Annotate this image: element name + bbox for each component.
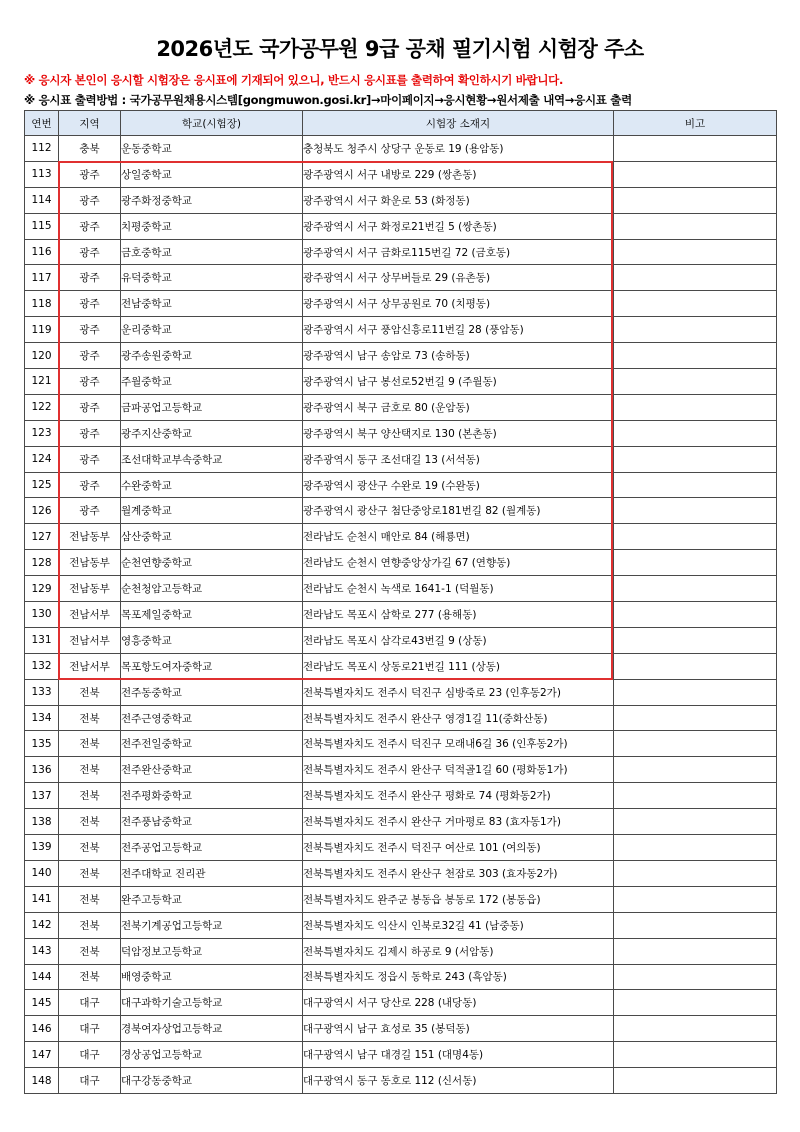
cell-school: 광주송원중학교 bbox=[121, 343, 303, 369]
cell-remarks bbox=[614, 1016, 777, 1042]
table-row bbox=[25, 990, 777, 1016]
cell-remarks bbox=[614, 783, 777, 809]
cell-no: 137 bbox=[25, 783, 59, 809]
cell-region: 광주 bbox=[59, 187, 121, 213]
table-row bbox=[25, 964, 777, 990]
cell-region: 전북 bbox=[59, 964, 121, 990]
cell-school: 배영중학교 bbox=[121, 964, 303, 990]
cell-no: 136 bbox=[25, 757, 59, 783]
cell-remarks bbox=[614, 576, 777, 602]
exam-site-table bbox=[24, 110, 777, 1094]
table-row bbox=[25, 420, 777, 446]
cell-school: 금파공업고등학교 bbox=[121, 394, 303, 420]
cell-school: 조선대학교부속중학교 bbox=[121, 446, 303, 472]
notice-print-method: ※ 응시표 출력방법 : 국가공무원채용시스템[gongmuwon.gosi.kr]→마이페이지→응시현황→원서제출 내역→응시표 출력 bbox=[24, 93, 632, 107]
cell-region: 대구 bbox=[59, 1016, 121, 1042]
table-row bbox=[25, 627, 777, 653]
table-row bbox=[25, 369, 777, 395]
cell-no: 113 bbox=[25, 161, 59, 187]
cell-region: 광주 bbox=[59, 420, 121, 446]
cell-no: 119 bbox=[25, 317, 59, 343]
cell-no: 148 bbox=[25, 1068, 59, 1094]
table-row bbox=[25, 705, 777, 731]
cell-address: 전북특별자치도 전주시 완산구 영경1길 11(중화산동) bbox=[303, 705, 614, 731]
cell-school: 전주평화중학교 bbox=[121, 783, 303, 809]
cell-school: 상일중학교 bbox=[121, 161, 303, 187]
table-row bbox=[25, 317, 777, 343]
cell-school: 경북여자상업고등학교 bbox=[121, 1016, 303, 1042]
table-row bbox=[25, 291, 777, 317]
cell-address: 광주광역시 남구 송암로 73 (송하동) bbox=[303, 343, 614, 369]
cell-address: 광주광역시 서구 화정로21번길 5 (쌍촌동) bbox=[303, 213, 614, 239]
table-row bbox=[25, 161, 777, 187]
cell-school: 전북기계공업고등학교 bbox=[121, 912, 303, 938]
cell-address: 전라남도 목포시 삼각로43번길 9 (상동) bbox=[303, 627, 614, 653]
cell-school: 광주화정중학교 bbox=[121, 187, 303, 213]
cell-no: 115 bbox=[25, 213, 59, 239]
cell-region: 광주 bbox=[59, 498, 121, 524]
cell-remarks bbox=[614, 627, 777, 653]
cell-region: 대구 bbox=[59, 990, 121, 1016]
table-row bbox=[25, 835, 777, 861]
cell-school: 운동중학교 bbox=[121, 136, 303, 162]
cell-school: 대구과학기술고등학교 bbox=[121, 990, 303, 1016]
cell-region: 전북 bbox=[59, 731, 121, 757]
cell-address: 전북특별자치도 정읍시 동학로 243 (흑암동) bbox=[303, 964, 614, 990]
cell-address: 광주광역시 서구 금화로115번길 72 (금호동) bbox=[303, 239, 614, 265]
cell-address: 대구광역시 남구 대경길 151 (대명4동) bbox=[303, 1042, 614, 1068]
cell-no: 117 bbox=[25, 265, 59, 291]
cell-no: 145 bbox=[25, 990, 59, 1016]
table-row bbox=[25, 938, 777, 964]
cell-region: 전남서부 bbox=[59, 627, 121, 653]
table-row bbox=[25, 679, 777, 705]
notice-red: ※ 응시자 본인이 응시할 시험장은 응시표에 기재되어 있으니, 반드시 응시표를 출력하여 확인하시기 바랍니다. bbox=[24, 73, 564, 87]
cell-no: 130 bbox=[25, 602, 59, 628]
cell-remarks bbox=[614, 938, 777, 964]
cell-school: 전주공업고등학교 bbox=[121, 835, 303, 861]
cell-region: 전남동부 bbox=[59, 524, 121, 550]
table-row bbox=[25, 446, 777, 472]
table-row bbox=[25, 576, 777, 602]
cell-address: 광주광역시 광산구 수완로 19 (수완동) bbox=[303, 472, 614, 498]
cell-address: 전라남도 순천시 연향중앙상가길 67 (연향동) bbox=[303, 550, 614, 576]
cell-no: 139 bbox=[25, 835, 59, 861]
cell-remarks bbox=[614, 731, 777, 757]
cell-remarks bbox=[614, 835, 777, 861]
cell-remarks bbox=[614, 679, 777, 705]
cell-remarks bbox=[614, 136, 777, 162]
cell-school: 덕암정보고등학교 bbox=[121, 938, 303, 964]
cell-remarks bbox=[614, 420, 777, 446]
cell-region: 광주 bbox=[59, 265, 121, 291]
table-row bbox=[25, 757, 777, 783]
cell-address: 전북특별자치도 전주시 덕진구 모래내6길 36 (인후동2가) bbox=[303, 731, 614, 757]
table-row bbox=[25, 213, 777, 239]
cell-remarks bbox=[614, 265, 777, 291]
cell-region: 광주 bbox=[59, 213, 121, 239]
table-body bbox=[25, 136, 777, 1094]
cell-region: 대구 bbox=[59, 1042, 121, 1068]
table-row bbox=[25, 498, 777, 524]
cell-address: 전북특별자치도 전주시 완산구 거마평로 83 (효자동1가) bbox=[303, 809, 614, 835]
cell-remarks bbox=[614, 1042, 777, 1068]
table-row bbox=[25, 550, 777, 576]
cell-address: 광주광역시 광산구 첨단중앙로181번길 82 (월계동) bbox=[303, 498, 614, 524]
cell-school: 주월중학교 bbox=[121, 369, 303, 395]
cell-region: 광주 bbox=[59, 446, 121, 472]
cell-no: 141 bbox=[25, 886, 59, 912]
column-header-address: 시험장 소재지 bbox=[303, 111, 614, 136]
cell-region: 광주 bbox=[59, 161, 121, 187]
cell-no: 123 bbox=[25, 420, 59, 446]
cell-address: 전북특별자치도 전주시 완산구 덕적골1길 60 (평화동1가) bbox=[303, 757, 614, 783]
cell-school: 치평중학교 bbox=[121, 213, 303, 239]
cell-region: 전북 bbox=[59, 679, 121, 705]
cell-remarks bbox=[614, 705, 777, 731]
cell-region: 전북 bbox=[59, 705, 121, 731]
cell-no: 126 bbox=[25, 498, 59, 524]
cell-school: 전주동중학교 bbox=[121, 679, 303, 705]
cell-no: 122 bbox=[25, 394, 59, 420]
cell-remarks bbox=[614, 524, 777, 550]
cell-school: 경상공업고등학교 bbox=[121, 1042, 303, 1068]
cell-address: 대구광역시 동구 동호로 112 (신서동) bbox=[303, 1068, 614, 1094]
column-header-school: 학교(시험장) bbox=[121, 111, 303, 136]
cell-address: 충청북도 청주시 상당구 운동로 19 (용암동) bbox=[303, 136, 614, 162]
cell-no: 143 bbox=[25, 938, 59, 964]
cell-region: 광주 bbox=[59, 317, 121, 343]
column-header-region: 지역 bbox=[59, 111, 121, 136]
cell-school: 유덕중학교 bbox=[121, 265, 303, 291]
table-row bbox=[25, 731, 777, 757]
cell-school: 대구강동중학교 bbox=[121, 1068, 303, 1094]
cell-region: 전북 bbox=[59, 757, 121, 783]
cell-no: 131 bbox=[25, 627, 59, 653]
cell-address: 광주광역시 서구 상무버들로 29 (유촌동) bbox=[303, 265, 614, 291]
table-row bbox=[25, 1068, 777, 1094]
column-header-remarks: 비고 bbox=[614, 111, 777, 136]
cell-no: 116 bbox=[25, 239, 59, 265]
cell-remarks bbox=[614, 343, 777, 369]
cell-address: 전북특별자치도 전주시 완산구 평화로 74 (평화동2가) bbox=[303, 783, 614, 809]
cell-region: 전북 bbox=[59, 860, 121, 886]
cell-address: 광주광역시 서구 내방로 229 (쌍촌동) bbox=[303, 161, 614, 187]
cell-address: 광주광역시 서구 풍암신흥로11번길 28 (풍암동) bbox=[303, 317, 614, 343]
cell-region: 충북 bbox=[59, 136, 121, 162]
cell-region: 광주 bbox=[59, 291, 121, 317]
cell-school: 삼산중학교 bbox=[121, 524, 303, 550]
cell-school: 목포제일중학교 bbox=[121, 602, 303, 628]
cell-address: 광주광역시 북구 금호로 80 (운암동) bbox=[303, 394, 614, 420]
cell-remarks bbox=[614, 990, 777, 1016]
cell-address: 광주광역시 동구 조선대길 13 (서석동) bbox=[303, 446, 614, 472]
cell-remarks bbox=[614, 1068, 777, 1094]
cell-remarks bbox=[614, 860, 777, 886]
cell-address: 전북특별자치도 전주시 덕진구 심방죽로 23 (인후동2가) bbox=[303, 679, 614, 705]
cell-region: 전북 bbox=[59, 938, 121, 964]
cell-remarks bbox=[614, 317, 777, 343]
cell-remarks bbox=[614, 291, 777, 317]
cell-school: 전남중학교 bbox=[121, 291, 303, 317]
cell-address: 전라남도 순천시 녹색로 1641-1 (덕월동) bbox=[303, 576, 614, 602]
cell-address: 전북특별자치도 김제시 하공로 9 (서암동) bbox=[303, 938, 614, 964]
table-header bbox=[25, 111, 777, 136]
cell-school: 월계중학교 bbox=[121, 498, 303, 524]
cell-no: 146 bbox=[25, 1016, 59, 1042]
table-row bbox=[25, 1016, 777, 1042]
cell-remarks bbox=[614, 472, 777, 498]
cell-school: 금호중학교 bbox=[121, 239, 303, 265]
cell-school: 전주풍남중학교 bbox=[121, 809, 303, 835]
table-row bbox=[25, 602, 777, 628]
table-row bbox=[25, 472, 777, 498]
cell-region: 대구 bbox=[59, 1068, 121, 1094]
cell-address: 전라남도 목포시 삼학로 277 (용해동) bbox=[303, 602, 614, 628]
cell-remarks bbox=[614, 602, 777, 628]
cell-region: 전남서부 bbox=[59, 602, 121, 628]
table-row bbox=[25, 653, 777, 679]
cell-region: 전남동부 bbox=[59, 576, 121, 602]
cell-region: 전남동부 bbox=[59, 550, 121, 576]
cell-school: 전주근영중학교 bbox=[121, 705, 303, 731]
cell-address: 광주광역시 남구 봉선로52번길 9 (주월동) bbox=[303, 369, 614, 395]
cell-remarks bbox=[614, 239, 777, 265]
cell-school: 전주전일중학교 bbox=[121, 731, 303, 757]
cell-remarks bbox=[614, 394, 777, 420]
cell-no: 147 bbox=[25, 1042, 59, 1068]
cell-no: 132 bbox=[25, 653, 59, 679]
cell-school: 순천청암고등학교 bbox=[121, 576, 303, 602]
table-row bbox=[25, 265, 777, 291]
table-row bbox=[25, 136, 777, 162]
cell-region: 전북 bbox=[59, 783, 121, 809]
cell-no: 120 bbox=[25, 343, 59, 369]
cell-no: 134 bbox=[25, 705, 59, 731]
cell-no: 125 bbox=[25, 472, 59, 498]
cell-address: 전북특별자치도 전주시 완산구 천잠로 303 (효자동2가) bbox=[303, 860, 614, 886]
cell-school: 영흥중학교 bbox=[121, 627, 303, 653]
cell-school: 완주고등학교 bbox=[121, 886, 303, 912]
cell-no: 118 bbox=[25, 291, 59, 317]
table-row bbox=[25, 912, 777, 938]
cell-region: 전북 bbox=[59, 809, 121, 835]
cell-school: 전주완산중학교 bbox=[121, 757, 303, 783]
cell-address: 대구광역시 남구 효성로 35 (봉덕동) bbox=[303, 1016, 614, 1042]
cell-region: 광주 bbox=[59, 239, 121, 265]
cell-remarks bbox=[614, 369, 777, 395]
cell-school: 광주지산중학교 bbox=[121, 420, 303, 446]
cell-address: 광주광역시 서구 화운로 53 (화정동) bbox=[303, 187, 614, 213]
cell-region: 전북 bbox=[59, 912, 121, 938]
table-row bbox=[25, 187, 777, 213]
cell-remarks bbox=[614, 187, 777, 213]
cell-no: 127 bbox=[25, 524, 59, 550]
cell-address: 광주광역시 북구 양산택지로 130 (본촌동) bbox=[303, 420, 614, 446]
cell-school: 수완중학교 bbox=[121, 472, 303, 498]
cell-address: 전라남도 순천시 매안로 84 (해룡면) bbox=[303, 524, 614, 550]
cell-remarks bbox=[614, 213, 777, 239]
cell-no: 112 bbox=[25, 136, 59, 162]
cell-remarks bbox=[614, 886, 777, 912]
table-row bbox=[25, 524, 777, 550]
cell-school: 운리중학교 bbox=[121, 317, 303, 343]
cell-no: 129 bbox=[25, 576, 59, 602]
cell-remarks bbox=[614, 550, 777, 576]
table-row bbox=[25, 343, 777, 369]
cell-no: 114 bbox=[25, 187, 59, 213]
table-row bbox=[25, 886, 777, 912]
cell-remarks bbox=[614, 653, 777, 679]
cell-region: 광주 bbox=[59, 472, 121, 498]
cell-no: 140 bbox=[25, 860, 59, 886]
cell-region: 전남서부 bbox=[59, 653, 121, 679]
cell-remarks bbox=[614, 161, 777, 187]
table-row bbox=[25, 860, 777, 886]
cell-remarks bbox=[614, 809, 777, 835]
cell-region: 전북 bbox=[59, 886, 121, 912]
cell-no: 135 bbox=[25, 731, 59, 757]
cell-school: 목포항도여자중학교 bbox=[121, 653, 303, 679]
cell-school: 전주대학교 진리관 bbox=[121, 860, 303, 886]
cell-no: 138 bbox=[25, 809, 59, 835]
cell-no: 124 bbox=[25, 446, 59, 472]
table-row bbox=[25, 783, 777, 809]
cell-no: 128 bbox=[25, 550, 59, 576]
table-row bbox=[25, 239, 777, 265]
cell-region: 전북 bbox=[59, 835, 121, 861]
cell-remarks bbox=[614, 964, 777, 990]
cell-no: 144 bbox=[25, 964, 59, 990]
cell-no: 121 bbox=[25, 369, 59, 395]
cell-remarks bbox=[614, 446, 777, 472]
table-row bbox=[25, 1042, 777, 1068]
cell-remarks bbox=[614, 912, 777, 938]
cell-no: 142 bbox=[25, 912, 59, 938]
cell-remarks bbox=[614, 757, 777, 783]
cell-region: 광주 bbox=[59, 343, 121, 369]
cell-address: 전북특별자치도 익산시 인북로32길 41 (남중동) bbox=[303, 912, 614, 938]
cell-school: 순천연향중학교 bbox=[121, 550, 303, 576]
cell-region: 광주 bbox=[59, 369, 121, 395]
cell-no: 133 bbox=[25, 679, 59, 705]
cell-region: 광주 bbox=[59, 394, 121, 420]
cell-address: 광주광역시 서구 상무공원로 70 (치평동) bbox=[303, 291, 614, 317]
cell-address: 전북특별자치도 완주군 봉동읍 봉동로 172 (봉동읍) bbox=[303, 886, 614, 912]
table-row bbox=[25, 394, 777, 420]
page-title: 2026년도 국가공무원 9급 공채 필기시험 시험장 주소 bbox=[156, 37, 644, 61]
table-row bbox=[25, 809, 777, 835]
cell-address: 대구광역시 서구 당산로 228 (내당동) bbox=[303, 990, 614, 1016]
column-header-no: 연번 bbox=[25, 111, 59, 136]
cell-remarks bbox=[614, 498, 777, 524]
cell-address: 전라남도 목포시 상동로21번길 111 (상동) bbox=[303, 653, 614, 679]
cell-address: 전북특별자치도 전주시 덕진구 여산로 101 (여의동) bbox=[303, 835, 614, 861]
